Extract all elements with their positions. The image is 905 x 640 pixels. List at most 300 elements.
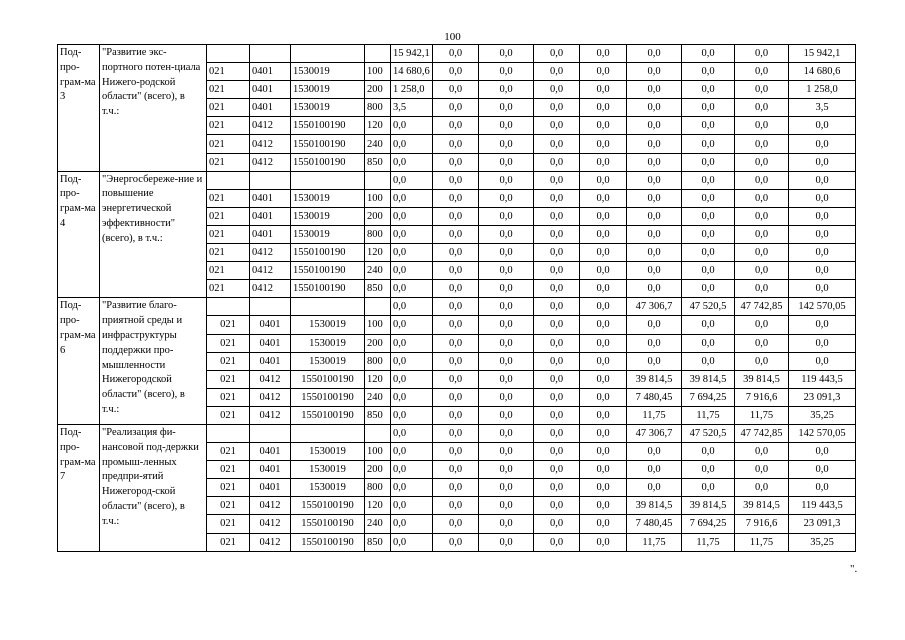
- subprogram-label: Под-про-грам-ма 3: [58, 45, 100, 172]
- year-value-cell: 0,0: [627, 244, 682, 262]
- year-value-cell: 0,0: [735, 225, 789, 243]
- year-value-cell: 0,0: [682, 352, 735, 370]
- target-article-cell: 1550100190: [291, 135, 365, 153]
- year-value-cell: 0,0: [735, 461, 789, 479]
- section-code-cell: 0401: [250, 81, 291, 99]
- year-value-cell: 0,0: [479, 316, 534, 334]
- year-value-cell: 0,0: [534, 117, 580, 135]
- admin-code-cell: 021: [207, 316, 250, 334]
- total-value-cell: 3,5: [789, 99, 856, 117]
- admin-code-cell: 021: [207, 370, 250, 388]
- section-code-cell: 0401: [250, 207, 291, 225]
- year-value-cell: 0,0: [682, 117, 735, 135]
- expense-type-cell: 120: [365, 370, 391, 388]
- admin-code-cell: 021: [207, 262, 250, 280]
- total-value-cell: 0,0: [789, 153, 856, 171]
- year-value-cell: 0,0: [682, 280, 735, 298]
- admin-code-cell: 021: [207, 515, 250, 533]
- year-value-cell: 0,0: [433, 497, 479, 515]
- target-article-cell: 1550100190: [291, 533, 365, 551]
- year-value-cell: 0,0: [391, 207, 433, 225]
- target-article-cell: 1550100190: [291, 153, 365, 171]
- year-value-cell: 0,0: [433, 515, 479, 533]
- section-code-cell: 0401: [250, 443, 291, 461]
- year-value-cell: 0,0: [479, 153, 534, 171]
- year-value-cell: 0,0: [391, 298, 433, 316]
- admin-code-cell: 021: [207, 117, 250, 135]
- year-value-cell: 11,75: [735, 533, 789, 551]
- year-value-cell: 0,0: [479, 461, 534, 479]
- year-value-cell: 0,0: [580, 479, 627, 497]
- year-value-cell: 7 694,25: [682, 515, 735, 533]
- year-value-cell: 0,0: [534, 461, 580, 479]
- year-value-cell: 0,0: [735, 244, 789, 262]
- year-value-cell: 0,0: [391, 497, 433, 515]
- target-article-cell: 1550100190: [291, 117, 365, 135]
- year-value-cell: 0,0: [479, 81, 534, 99]
- year-value-cell: 0,0: [682, 135, 735, 153]
- expense-type-cell: 120: [365, 117, 391, 135]
- section-code-cell: [250, 298, 291, 316]
- year-value-cell: 0,0: [479, 479, 534, 497]
- admin-code-cell: 021: [207, 406, 250, 424]
- expense-type-cell: 100: [365, 189, 391, 207]
- year-value-cell: 0,0: [580, 45, 627, 63]
- target-article-cell: 1530019: [291, 461, 365, 479]
- year-value-cell: 0,0: [580, 352, 627, 370]
- year-value-cell: 0,0: [534, 479, 580, 497]
- expense-type-cell: 200: [365, 207, 391, 225]
- year-value-cell: 0,0: [433, 45, 479, 63]
- year-value-cell: 0,0: [534, 352, 580, 370]
- year-value-cell: 0,0: [433, 225, 479, 243]
- admin-code-cell: 021: [207, 81, 250, 99]
- admin-code-cell: 021: [207, 388, 250, 406]
- year-value-cell: 0,0: [580, 135, 627, 153]
- year-value-cell: 0,0: [534, 81, 580, 99]
- target-article-cell: 1530019: [291, 81, 365, 99]
- year-value-cell: 0,0: [627, 334, 682, 352]
- admin-code-cell: 021: [207, 461, 250, 479]
- year-value-cell: 0,0: [479, 63, 534, 81]
- year-value-cell: 0,0: [580, 63, 627, 81]
- page-number: 100: [444, 31, 461, 43]
- section-code-cell: 0412: [250, 262, 291, 280]
- year-value-cell: 0,0: [479, 515, 534, 533]
- total-value-cell: 0,0: [789, 117, 856, 135]
- section-code-cell: 0401: [250, 461, 291, 479]
- expense-type-cell: [365, 171, 391, 189]
- total-value-cell: 142 570,05: [789, 298, 856, 316]
- table-row: [58, 45, 856, 63]
- year-value-cell: 0,0: [534, 99, 580, 117]
- total-value-cell: 0,0: [789, 225, 856, 243]
- year-value-cell: 0,0: [391, 225, 433, 243]
- year-value-cell: 0,0: [534, 135, 580, 153]
- year-value-cell: 0,0: [627, 189, 682, 207]
- total-value-cell: 119 443,5: [789, 370, 856, 388]
- expense-type-cell: 240: [365, 515, 391, 533]
- year-value-cell: 11,75: [682, 533, 735, 551]
- subprogram-label: Под-про-грам-ма 7: [58, 424, 100, 551]
- year-value-cell: 0,0: [580, 244, 627, 262]
- total-value-cell: 0,0: [789, 479, 856, 497]
- total-value-cell: 0,0: [789, 244, 856, 262]
- year-value-cell: 0,0: [682, 461, 735, 479]
- year-value-cell: 0,0: [534, 497, 580, 515]
- total-value-cell: 0,0: [789, 189, 856, 207]
- year-value-cell: 0,0: [682, 207, 735, 225]
- year-value-cell: 0,0: [580, 497, 627, 515]
- year-value-cell: 7 480,45: [627, 388, 682, 406]
- year-value-cell: 0,0: [433, 461, 479, 479]
- year-value-cell: 0,0: [627, 171, 682, 189]
- year-value-cell: 0,0: [391, 171, 433, 189]
- target-article-cell: 1550100190: [291, 244, 365, 262]
- subprogram-title: "Развитие благо-приятной среды и инфраструктуры поддержки про-мышленности Нижегородской области" (всего), в т.ч.:: [100, 298, 207, 425]
- year-value-cell: 0,0: [433, 207, 479, 225]
- year-value-cell: 0,0: [627, 135, 682, 153]
- year-value-cell: 0,0: [534, 153, 580, 171]
- year-value-cell: 11,75: [627, 406, 682, 424]
- year-value-cell: 0,0: [682, 99, 735, 117]
- year-value-cell: 0,0: [682, 316, 735, 334]
- year-value-cell: 0,0: [627, 207, 682, 225]
- year-value-cell: 0,0: [479, 45, 534, 63]
- target-article-cell: 1530019: [291, 334, 365, 352]
- section-code-cell: 0412: [250, 388, 291, 406]
- year-value-cell: 0,0: [391, 388, 433, 406]
- year-value-cell: 0,0: [479, 298, 534, 316]
- year-value-cell: 0,0: [433, 406, 479, 424]
- section-code-cell: 0401: [250, 63, 291, 81]
- year-value-cell: 0,0: [735, 443, 789, 461]
- target-article-cell: 1530019: [291, 63, 365, 81]
- table-row: [58, 298, 856, 316]
- year-value-cell: 0,0: [682, 443, 735, 461]
- year-value-cell: 0,0: [735, 316, 789, 334]
- expense-type-cell: [365, 298, 391, 316]
- year-value-cell: 0,0: [682, 189, 735, 207]
- year-value-cell: 0,0: [735, 280, 789, 298]
- target-article-cell: 1550100190: [291, 406, 365, 424]
- year-value-cell: 0,0: [534, 45, 580, 63]
- year-value-cell: 0,0: [534, 262, 580, 280]
- year-value-cell: 0,0: [433, 189, 479, 207]
- year-value-cell: 39 814,5: [627, 370, 682, 388]
- year-value-cell: 0,0: [479, 533, 534, 551]
- year-value-cell: 0,0: [580, 262, 627, 280]
- year-value-cell: 0,0: [580, 81, 627, 99]
- year-value-cell: 0,0: [391, 316, 433, 334]
- year-value-cell: 47 520,5: [682, 424, 735, 442]
- section-code-cell: 0412: [250, 406, 291, 424]
- year-value-cell: 39 814,5: [735, 370, 789, 388]
- year-value-cell: 0,0: [627, 461, 682, 479]
- expense-type-cell: 850: [365, 153, 391, 171]
- year-value-cell: 47 520,5: [682, 298, 735, 316]
- expense-type-cell: 850: [365, 280, 391, 298]
- closing-mark: ".: [850, 563, 858, 575]
- year-value-cell: 39 814,5: [735, 497, 789, 515]
- year-value-cell: 0,0: [735, 189, 789, 207]
- year-value-cell: 0,0: [433, 388, 479, 406]
- year-value-cell: 0,0: [735, 81, 789, 99]
- expense-type-cell: 200: [365, 461, 391, 479]
- year-value-cell: 39 814,5: [682, 497, 735, 515]
- target-article-cell: 1530019: [291, 352, 365, 370]
- year-value-cell: 0,0: [534, 515, 580, 533]
- year-value-cell: 0,0: [433, 63, 479, 81]
- total-value-cell: 15 942,1: [789, 45, 856, 63]
- year-value-cell: 0,0: [391, 479, 433, 497]
- year-value-cell: 0,0: [682, 45, 735, 63]
- year-value-cell: 0,0: [580, 298, 627, 316]
- year-value-cell: 0,0: [580, 153, 627, 171]
- total-value-cell: 142 570,05: [789, 424, 856, 442]
- year-value-cell: 39 814,5: [682, 370, 735, 388]
- target-article-cell: 1550100190: [291, 370, 365, 388]
- year-value-cell: 0,0: [433, 280, 479, 298]
- total-value-cell: 119 443,5: [789, 497, 856, 515]
- year-value-cell: 0,0: [735, 352, 789, 370]
- year-value-cell: 0,0: [682, 153, 735, 171]
- year-value-cell: 0,0: [627, 45, 682, 63]
- section-code-cell: 0401: [250, 225, 291, 243]
- budget-table: [57, 44, 856, 552]
- year-value-cell: 0,0: [534, 280, 580, 298]
- target-article-cell: 1530019: [291, 99, 365, 117]
- year-value-cell: 0,0: [580, 370, 627, 388]
- year-value-cell: 0,0: [580, 117, 627, 135]
- year-value-cell: 14 680,6: [391, 63, 433, 81]
- year-value-cell: 0,0: [682, 81, 735, 99]
- admin-code-cell: 021: [207, 533, 250, 551]
- section-code-cell: 0412: [250, 280, 291, 298]
- year-value-cell: 0,0: [580, 207, 627, 225]
- year-value-cell: 0,0: [682, 334, 735, 352]
- year-value-cell: 0,0: [479, 334, 534, 352]
- year-value-cell: 47 306,7: [627, 298, 682, 316]
- total-value-cell: 23 091,3: [789, 515, 856, 533]
- target-article-cell: 1550100190: [291, 515, 365, 533]
- year-value-cell: 0,0: [580, 388, 627, 406]
- year-value-cell: 0,0: [479, 171, 534, 189]
- year-value-cell: 0,0: [534, 370, 580, 388]
- section-code-cell: 0412: [250, 135, 291, 153]
- year-value-cell: 0,0: [627, 280, 682, 298]
- year-value-cell: 0,0: [682, 262, 735, 280]
- total-value-cell: 0,0: [789, 262, 856, 280]
- admin-code-cell: [207, 424, 250, 442]
- year-value-cell: 0,0: [735, 153, 789, 171]
- year-value-cell: 0,0: [433, 262, 479, 280]
- target-article-cell: 1530019: [291, 479, 365, 497]
- expense-type-cell: 800: [365, 479, 391, 497]
- year-value-cell: 0,0: [479, 352, 534, 370]
- subprogram-label: Под-про-грам-ма 4: [58, 171, 100, 298]
- section-code-cell: 0412: [250, 533, 291, 551]
- expense-type-cell: 240: [365, 388, 391, 406]
- year-value-cell: 0,0: [391, 424, 433, 442]
- year-value-cell: 0,0: [534, 171, 580, 189]
- year-value-cell: 0,0: [580, 316, 627, 334]
- year-value-cell: 0,0: [627, 81, 682, 99]
- target-article-cell: [291, 424, 365, 442]
- year-value-cell: 47 742,85: [735, 424, 789, 442]
- year-value-cell: 0,0: [534, 225, 580, 243]
- year-value-cell: 0,0: [627, 153, 682, 171]
- target-article-cell: 1530019: [291, 225, 365, 243]
- year-value-cell: 0,0: [391, 352, 433, 370]
- year-value-cell: 0,0: [682, 171, 735, 189]
- year-value-cell: 0,0: [735, 99, 789, 117]
- target-article-cell: 1550100190: [291, 262, 365, 280]
- target-article-cell: 1530019: [291, 443, 365, 461]
- expense-type-cell: 850: [365, 406, 391, 424]
- expense-type-cell: 240: [365, 262, 391, 280]
- section-code-cell: 0412: [250, 153, 291, 171]
- year-value-cell: 0,0: [391, 334, 433, 352]
- expense-type-cell: 800: [365, 99, 391, 117]
- expense-type-cell: 850: [365, 533, 391, 551]
- admin-code-cell: 021: [207, 443, 250, 461]
- target-article-cell: 1530019: [291, 316, 365, 334]
- year-value-cell: 11,75: [735, 406, 789, 424]
- year-value-cell: 39 814,5: [627, 497, 682, 515]
- year-value-cell: 0,0: [433, 479, 479, 497]
- year-value-cell: 0,0: [627, 316, 682, 334]
- year-value-cell: 0,0: [479, 207, 534, 225]
- year-value-cell: 0,0: [580, 424, 627, 442]
- section-code-cell: 0412: [250, 497, 291, 515]
- year-value-cell: 0,0: [534, 244, 580, 262]
- admin-code-cell: 021: [207, 244, 250, 262]
- year-value-cell: 0,0: [479, 135, 534, 153]
- year-value-cell: 0,0: [479, 189, 534, 207]
- year-value-cell: 0,0: [580, 461, 627, 479]
- section-code-cell: 0412: [250, 370, 291, 388]
- section-code-cell: 0401: [250, 99, 291, 117]
- year-value-cell: 7 916,6: [735, 515, 789, 533]
- year-value-cell: 7 916,6: [735, 388, 789, 406]
- year-value-cell: 0,0: [627, 225, 682, 243]
- year-value-cell: 0,0: [534, 316, 580, 334]
- total-value-cell: 0,0: [789, 171, 856, 189]
- year-value-cell: 0,0: [735, 334, 789, 352]
- year-value-cell: 0,0: [534, 207, 580, 225]
- expense-type-cell: 120: [365, 244, 391, 262]
- total-value-cell: 0,0: [789, 334, 856, 352]
- year-value-cell: 0,0: [433, 135, 479, 153]
- year-value-cell: 0,0: [735, 207, 789, 225]
- total-value-cell: 0,0: [789, 461, 856, 479]
- year-value-cell: 7 480,45: [627, 515, 682, 533]
- section-code-cell: 0401: [250, 479, 291, 497]
- year-value-cell: 0,0: [682, 63, 735, 81]
- total-value-cell: 0,0: [789, 135, 856, 153]
- total-value-cell: 0,0: [789, 352, 856, 370]
- target-article-cell: 1550100190: [291, 497, 365, 515]
- expense-type-cell: [365, 45, 391, 63]
- year-value-cell: 0,0: [534, 424, 580, 442]
- year-value-cell: 0,0: [682, 225, 735, 243]
- expense-type-cell: 200: [365, 81, 391, 99]
- year-value-cell: 0,0: [479, 388, 534, 406]
- year-value-cell: 0,0: [391, 461, 433, 479]
- year-value-cell: 0,0: [433, 171, 479, 189]
- year-value-cell: 0,0: [735, 171, 789, 189]
- section-code-cell: 0412: [250, 117, 291, 135]
- year-value-cell: 0,0: [534, 443, 580, 461]
- admin-code-cell: 021: [207, 280, 250, 298]
- year-value-cell: 0,0: [433, 424, 479, 442]
- year-value-cell: 0,0: [580, 334, 627, 352]
- year-value-cell: 0,0: [534, 388, 580, 406]
- year-value-cell: 0,0: [433, 117, 479, 135]
- year-value-cell: 0,0: [580, 99, 627, 117]
- total-value-cell: 1 258,0: [789, 81, 856, 99]
- target-article-cell: [291, 298, 365, 316]
- year-value-cell: 0,0: [627, 117, 682, 135]
- subprogram-title: "Энергосбереже-ние и повышение энергетической эффективности" (всего), в т.ч.:: [100, 171, 207, 298]
- year-value-cell: 0,0: [391, 244, 433, 262]
- year-value-cell: 0,0: [534, 406, 580, 424]
- year-value-cell: 0,0: [534, 298, 580, 316]
- year-value-cell: 0,0: [479, 406, 534, 424]
- admin-code-cell: 021: [207, 207, 250, 225]
- year-value-cell: 0,0: [433, 99, 479, 117]
- year-value-cell: 0,0: [580, 515, 627, 533]
- total-value-cell: 0,0: [789, 207, 856, 225]
- year-value-cell: 0,0: [479, 497, 534, 515]
- subprogram-title: "Развитие экс-портного потен-циала Нижего-родской области" (всего), в т.ч.:: [100, 45, 207, 172]
- table-row: [58, 171, 856, 189]
- year-value-cell: 0,0: [391, 189, 433, 207]
- admin-code-cell: 021: [207, 497, 250, 515]
- expense-type-cell: 800: [365, 352, 391, 370]
- target-article-cell: [291, 45, 365, 63]
- section-code-cell: 0401: [250, 334, 291, 352]
- year-value-cell: 0,0: [580, 189, 627, 207]
- year-value-cell: 0,0: [433, 352, 479, 370]
- section-code-cell: 0412: [250, 515, 291, 533]
- year-value-cell: 0,0: [433, 244, 479, 262]
- year-value-cell: 0,0: [391, 135, 433, 153]
- year-value-cell: 11,75: [682, 406, 735, 424]
- year-value-cell: 0,0: [735, 135, 789, 153]
- section-code-cell: [250, 171, 291, 189]
- admin-code-cell: 021: [207, 479, 250, 497]
- year-value-cell: 0,0: [534, 334, 580, 352]
- subprogram-label: Под-про-грам-ма 6: [58, 298, 100, 425]
- target-article-cell: 1530019: [291, 207, 365, 225]
- year-value-cell: 0,0: [682, 244, 735, 262]
- year-value-cell: 0,0: [627, 479, 682, 497]
- total-value-cell: 23 091,3: [789, 388, 856, 406]
- total-value-cell: 35,25: [789, 533, 856, 551]
- total-value-cell: 0,0: [789, 280, 856, 298]
- year-value-cell: 0,0: [627, 352, 682, 370]
- section-code-cell: 0401: [250, 189, 291, 207]
- year-value-cell: 0,0: [391, 515, 433, 533]
- admin-code-cell: [207, 171, 250, 189]
- year-value-cell: 0,0: [627, 262, 682, 280]
- admin-code-cell: 021: [207, 334, 250, 352]
- year-value-cell: 0,0: [391, 443, 433, 461]
- year-value-cell: 0,0: [735, 479, 789, 497]
- year-value-cell: 0,0: [391, 370, 433, 388]
